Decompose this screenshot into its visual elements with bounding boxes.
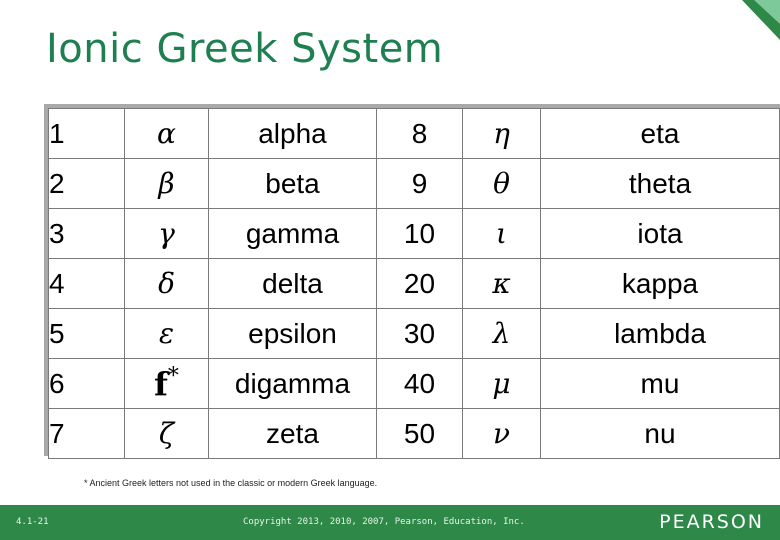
numeral-value: 30 [377,309,463,359]
greek-symbol: ζ [125,409,209,459]
letter-name: iota [541,209,780,259]
footnote-marker: * [167,364,179,389]
table-row [49,259,780,309]
pearson-logo: PEARSON [659,511,764,533]
table-row [49,109,780,159]
numeral-value: 40 [377,359,463,409]
table-row [49,409,780,459]
numeral-value: 9 [377,159,463,209]
letter-name: lambda [541,309,780,359]
letter-name: zeta [209,409,377,459]
table-row [49,159,780,209]
numeral-value: 20 [377,259,463,309]
digamma-glyph: f [154,365,168,403]
slide-number: 4.1-21 [16,517,49,527]
ionic-greek-table [48,108,780,459]
numeral-value: 50 [377,409,463,459]
greek-symbol: λ [463,309,541,359]
slide-title: Ionic Greek System [46,26,444,72]
letter-name: mu [541,359,780,409]
greek-symbol: ε [125,309,209,359]
letter-name: beta [209,159,377,209]
numeral-value: 1 [49,109,125,159]
numeral-value: 10 [377,209,463,259]
corner-decoration [720,0,780,60]
table-row [49,309,780,359]
numeral-value: 7 [49,409,125,459]
greek-symbol: ν [463,409,541,459]
numeral-value: 3 [49,209,125,259]
greek-symbol: η [463,109,541,159]
greek-symbol: δ [125,259,209,309]
table-row [49,359,780,409]
footnote: * Ancient Greek letters not used in the classic or modern Greek language. [84,478,378,488]
letter-name: digamma [209,359,377,409]
letter-name: epsilon [209,309,377,359]
greek-symbol: γ [125,209,209,259]
numeral-value: 6 [49,359,125,409]
greek-symbol: α [125,109,209,159]
letter-name: delta [209,259,377,309]
footer-bar [0,505,780,540]
letter-name: alpha [209,109,377,159]
letter-name: theta [541,159,780,209]
digamma-symbol [125,359,209,409]
numeral-value: 2 [49,159,125,209]
greek-symbol: κ [463,259,541,309]
numeral-value: 5 [49,309,125,359]
greek-symbol: μ [463,359,541,409]
copyright-text: Copyright 2013, 2010, 2007, Pearson, Education, Inc. [243,517,525,527]
greek-symbol: ι [463,209,541,259]
letter-name: nu [541,409,780,459]
letter-name: gamma [209,209,377,259]
table-row [49,209,780,259]
letter-name: eta [541,109,780,159]
numeral-value: 8 [377,109,463,159]
greek-symbol: β [125,159,209,209]
letter-name: kappa [541,259,780,309]
numeral-value: 4 [49,259,125,309]
greek-symbol: θ [463,159,541,209]
